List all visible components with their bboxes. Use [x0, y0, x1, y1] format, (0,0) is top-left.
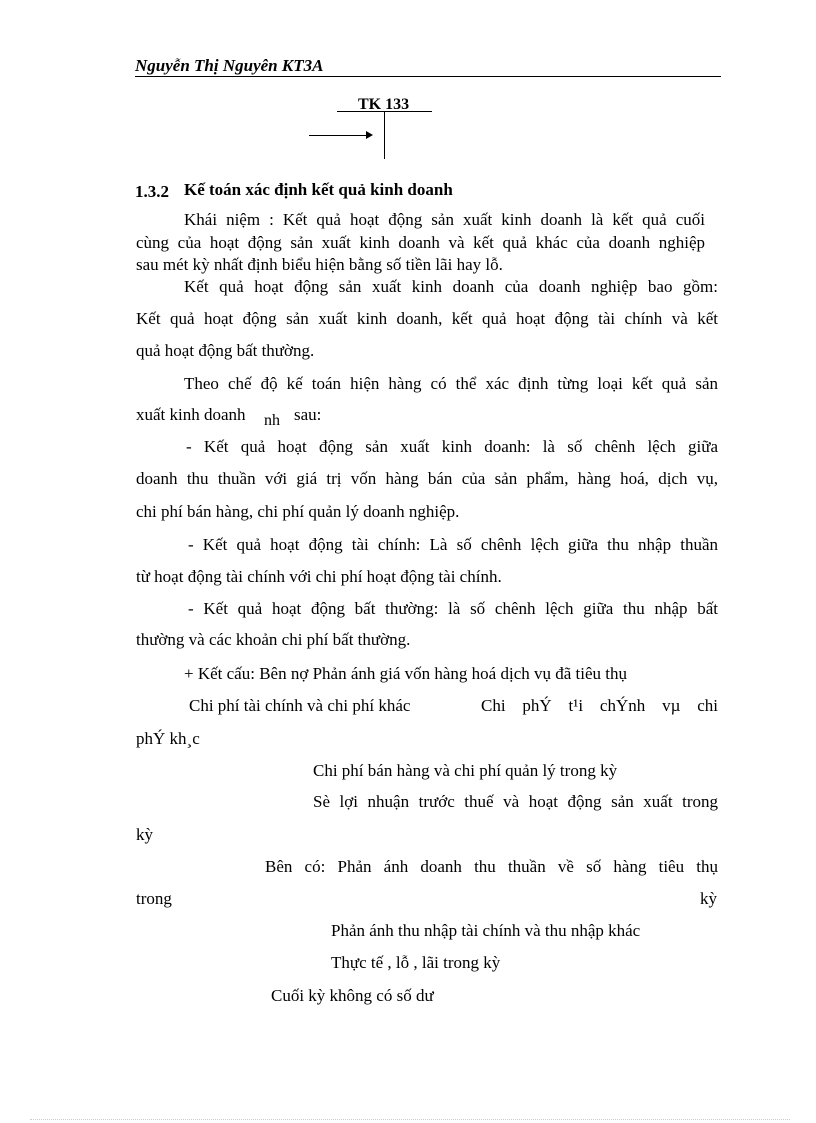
text-line: từ hoạt động tài chính với chi phí hoạt động tài chính.	[136, 567, 502, 586]
author-header: Nguyễn Thị Nguyên KT3A	[135, 56, 324, 75]
text-line: xuất kinh doanh	[136, 405, 246, 424]
text-line: trong	[136, 889, 172, 908]
text-line: chi phí bán hàng, chi phí quản lý doanh nghiệp.	[136, 502, 460, 521]
text-line: - Kết quả hoạt động tài chính: Là số chênh lệch giữa thu nhập thuần	[188, 535, 718, 554]
text-line: thường và các khoản chi phí bất thường.	[136, 630, 411, 649]
text-line: sau mét kỳ nhất định biểu hiện bằng số tiền lãi hay lỗ.	[136, 255, 503, 274]
text-line: cùng của hoạt động sản xuất kinh doanh và kết quả khác của doanh nghiệp	[136, 233, 705, 252]
header-rule	[135, 76, 721, 77]
text-line: Bên có: Phản ánh doanh thu thuần về số hàng tiêu thụ	[265, 857, 718, 876]
text-line: Phản ánh thu nhập tài chính và thu nhập khác	[331, 921, 641, 940]
text-line: + Kết cấu: Bên nợ Phản ánh giá vốn hàng hoá dịch vụ đã tiêu thụ	[184, 664, 628, 683]
text-line: - Kết quả hoạt động bất thường: là số chênh lệch giữa thu nhập bất	[188, 599, 718, 618]
text-line: Kết quả hoạt động sản xuất kinh doanh của doanh nghiệp bao gồm:	[184, 277, 718, 296]
text-line: Kết quả hoạt động sản xuất kinh doanh, kết quả hoạt động tài chính và kết	[136, 309, 718, 328]
text-line: Sè lợi nhuận trước thuế và hoạt động sản xuất trong	[313, 792, 718, 811]
text-fragment: sau:	[294, 405, 322, 424]
text-line: Khái niệm : Kết quả hoạt động sản xuất kinh doanh là kết quả cuối	[184, 210, 705, 229]
page-edge-divider	[30, 1119, 790, 1120]
account-label: TK 133	[358, 96, 410, 113]
text-fragment: nh	[264, 412, 280, 429]
text-line: phÝ kh¸c	[136, 729, 200, 748]
text-line: Theo chế độ kế toán hiện hàng có thể xác định từng loại kết quả sản	[184, 374, 718, 393]
arrow-line	[309, 135, 369, 136]
section-number: 1.3.2	[135, 182, 169, 201]
text-line: Chi phÝ t¹i chÝnh vµ chi	[481, 696, 718, 715]
text-line: Chi phí tài chính và chi phí khác	[189, 696, 411, 715]
text-line: doanh thu thuần với giá trị vốn hàng bán của sản phẩm, hàng hoá, dịch vụ,	[136, 469, 718, 488]
text-line: - Kết quả hoạt động sản xuất kinh doanh: là số chênh lệch giữa	[186, 437, 718, 456]
text-line: Chi phí bán hàng và chi phí quản lý trong kỳ	[313, 761, 618, 780]
text-line: Cuối kỳ không có số dư	[271, 986, 434, 1005]
text-line: kỳ	[700, 889, 717, 908]
arrow-right-icon	[366, 131, 373, 139]
text-line: kỳ	[136, 825, 153, 844]
text-line: quả hoạt động bất thường.	[136, 341, 315, 360]
t-account-vertical	[384, 112, 385, 159]
text-line: Thực tế , lỗ , lãi trong kỳ	[331, 953, 501, 972]
section-title: Kế toán xác định kết quả kinh doanh	[184, 180, 453, 199]
